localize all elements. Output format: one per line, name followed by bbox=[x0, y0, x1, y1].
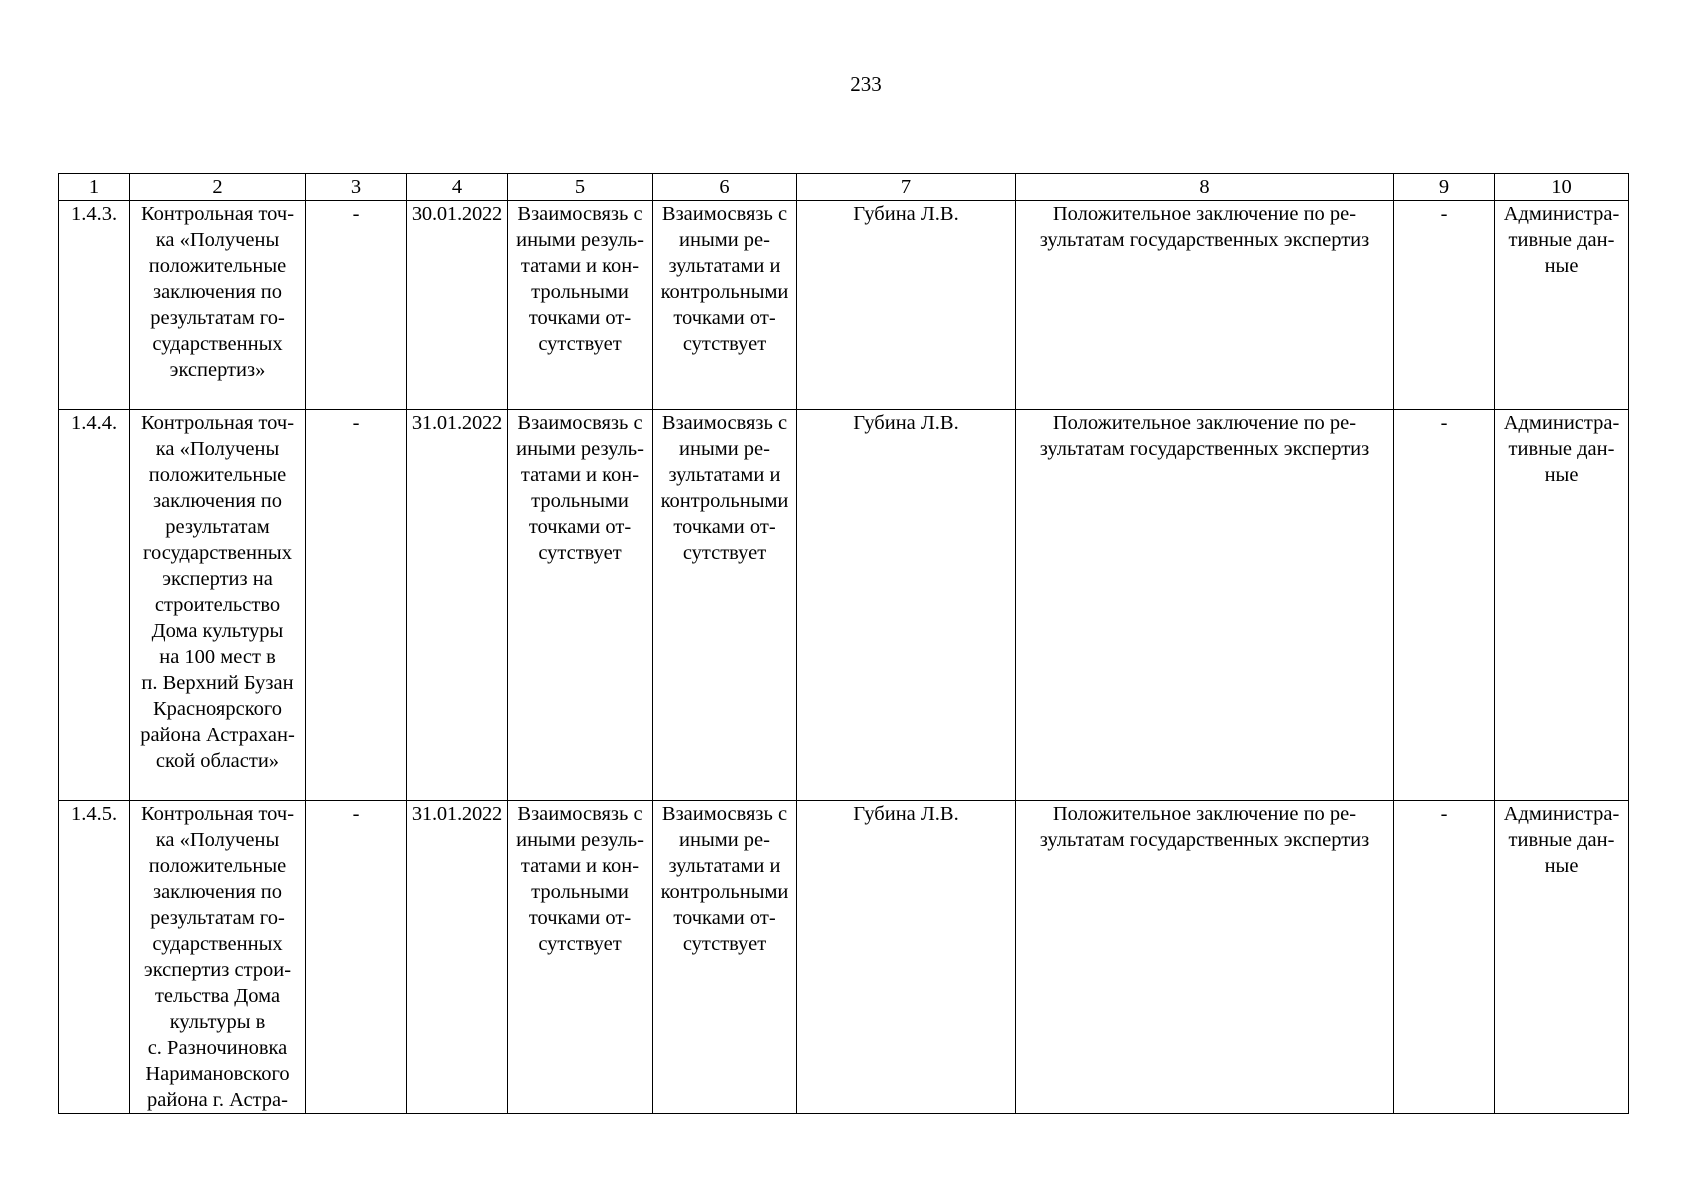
column-5-cell bbox=[508, 801, 653, 1114]
page-number: 233 bbox=[850, 72, 882, 96]
column-6-cell bbox=[653, 801, 797, 1114]
result-description: Положительное заключение по ре- зультатам государственных экспертиз bbox=[1039, 803, 1370, 851]
responsible-person: Губина Л.В. bbox=[853, 412, 959, 434]
column-3-value: - bbox=[352, 412, 360, 434]
relationship-text: Взаимосвязь с иными ре- зультатами и контрольными точками от- сутствует bbox=[660, 803, 789, 955]
result-description: Положительное заключение по ре- зультатам государственных экспертиз bbox=[1039, 203, 1370, 251]
item-number: 1.4.3. bbox=[70, 203, 118, 225]
result-cell bbox=[1016, 410, 1394, 801]
table-row bbox=[59, 201, 1629, 410]
column-number-header: 2 bbox=[130, 174, 306, 201]
table-row bbox=[59, 410, 1629, 801]
relationship-text: Взаимосвязь с иными резуль- татами и кон- трольными точками от- сутствует bbox=[516, 803, 644, 955]
item-number-cell bbox=[59, 801, 130, 1114]
column-number-row bbox=[59, 174, 1629, 201]
column-3-cell bbox=[306, 801, 407, 1114]
column-9-value: - bbox=[1440, 803, 1448, 825]
responsible-cell bbox=[797, 801, 1016, 1114]
deadline-date: 31.01.2022 bbox=[411, 803, 503, 825]
relationship-text: Взаимосвязь с иными резуль- татами и кон- трольными точками от- сутствует bbox=[516, 412, 644, 564]
result-description: Положительное заключение по ре- зультатам государственных экспертиз bbox=[1039, 412, 1370, 460]
control-point-name-cell bbox=[130, 801, 306, 1114]
column-number-header: 5 bbox=[508, 174, 653, 201]
responsible-person: Губина Л.В. bbox=[853, 803, 959, 825]
table-row bbox=[59, 801, 1629, 1114]
control-point-name: Контрольная точ- ка «Получены положительные заключения по результатам го- сударственных экспертиз строи- тельства Дома культуры в с. Разночиновка Наримановского района г. Астра- bbox=[140, 803, 295, 1111]
deadline-date: 31.01.2022 bbox=[411, 412, 503, 434]
responsible-person: Губина Л.В. bbox=[853, 203, 959, 225]
date-cell bbox=[407, 410, 508, 801]
result-cell bbox=[1016, 201, 1394, 410]
column-6-cell bbox=[653, 201, 797, 410]
date-cell bbox=[407, 201, 508, 410]
control-point-name: Контрольная точ- ка «Получены положительные заключения по результатам го- сударственных экспертиз» bbox=[140, 203, 295, 381]
item-number: 1.4.5. bbox=[70, 803, 118, 825]
source-cell bbox=[1495, 201, 1629, 410]
relationship-text: Взаимосвязь с иными резуль- татами и кон- трольными точками от- сутствует bbox=[516, 203, 644, 355]
column-number-header: 8 bbox=[1016, 174, 1394, 201]
column-6-cell bbox=[653, 410, 797, 801]
data-source: Администра- тивные дан- ные bbox=[1503, 203, 1620, 277]
control-point-name-cell bbox=[130, 410, 306, 801]
column-9-cell bbox=[1394, 410, 1495, 801]
responsible-cell bbox=[797, 410, 1016, 801]
column-3-value: - bbox=[352, 203, 360, 225]
column-number-header: 10 bbox=[1495, 174, 1629, 201]
control-points-table bbox=[58, 173, 1629, 1114]
data-source: Администра- тивные дан- ные bbox=[1503, 803, 1620, 877]
item-number-cell bbox=[59, 201, 130, 410]
control-point-name: Контрольная точ- ка «Получены положительные заключения по результатам государственных экспертиз на строительство Дома культуры на 100 мест в п. Верхний Бузан Красноярского района Астрахан- ской области» bbox=[140, 412, 295, 772]
column-number-header: 1 bbox=[59, 174, 130, 201]
column-9-value: - bbox=[1440, 412, 1448, 434]
column-number-header: 4 bbox=[407, 174, 508, 201]
column-number-header: 7 bbox=[797, 174, 1016, 201]
column-number-header: 9 bbox=[1394, 174, 1495, 201]
source-cell bbox=[1495, 410, 1629, 801]
relationship-text: Взаимосвязь с иными ре- зультатами и контрольными точками от- сутствует bbox=[660, 412, 789, 564]
column-9-cell bbox=[1394, 201, 1495, 410]
column-number-header: 6 bbox=[653, 174, 797, 201]
result-cell bbox=[1016, 801, 1394, 1114]
relationship-text: Взаимосвязь с иными ре- зультатами и контрольными точками от- сутствует bbox=[660, 203, 789, 355]
item-number: 1.4.4. bbox=[70, 412, 118, 434]
column-5-cell bbox=[508, 201, 653, 410]
responsible-cell bbox=[797, 201, 1016, 410]
column-3-value: - bbox=[352, 803, 360, 825]
date-cell bbox=[407, 801, 508, 1114]
column-3-cell bbox=[306, 201, 407, 410]
column-9-cell bbox=[1394, 801, 1495, 1114]
column-3-cell bbox=[306, 410, 407, 801]
control-point-name-cell bbox=[130, 201, 306, 410]
deadline-date: 30.01.2022 bbox=[411, 203, 503, 225]
column-9-value: - bbox=[1440, 203, 1448, 225]
data-source: Администра- тивные дан- ные bbox=[1503, 412, 1620, 486]
source-cell bbox=[1495, 801, 1629, 1114]
column-5-cell bbox=[508, 410, 653, 801]
item-number-cell bbox=[59, 410, 130, 801]
column-number-header: 3 bbox=[306, 174, 407, 201]
